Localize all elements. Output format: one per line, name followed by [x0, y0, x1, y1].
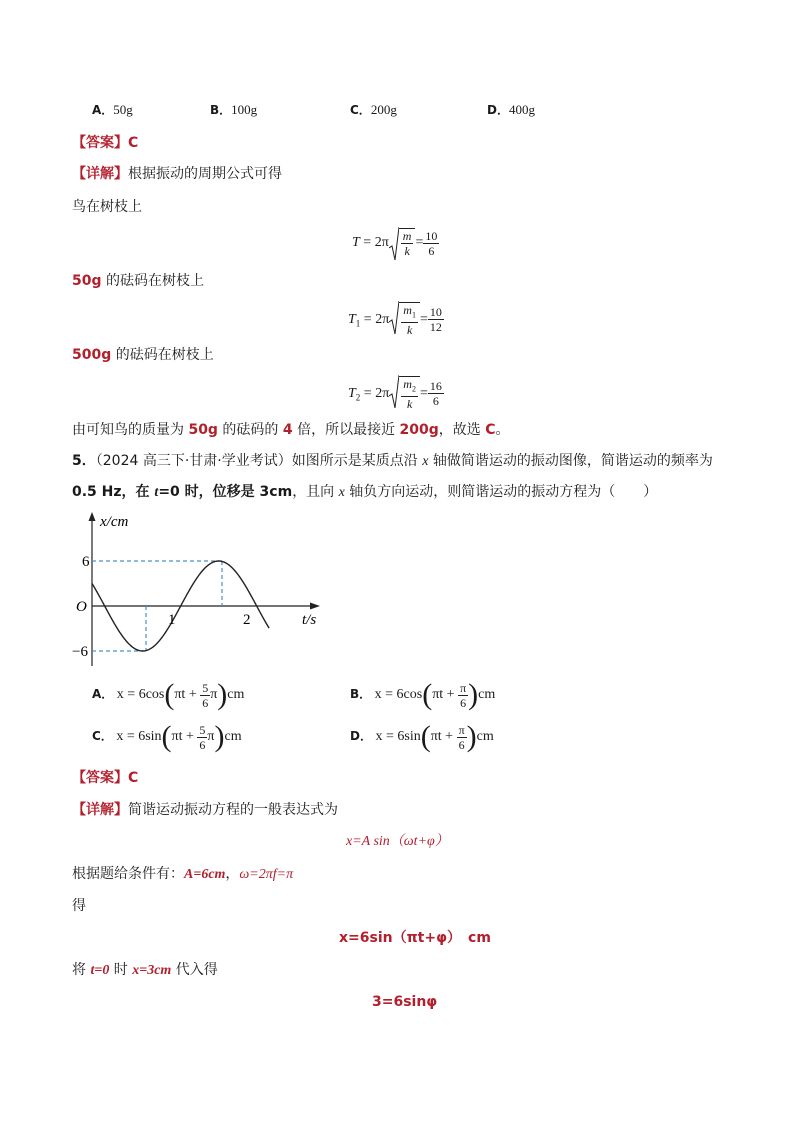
q4-option-c: C．200g	[350, 102, 397, 117]
q5-answer: 【答案】C	[72, 770, 139, 786]
q4-answer: 【答案】C	[72, 135, 139, 151]
q4-option-a: A．50g	[92, 102, 133, 117]
y-axis-arrow	[89, 512, 96, 521]
sqrt-sign: $\frac{m_2}{k}$	[389, 376, 420, 411]
q5-given-conditions: 根据题给条件有：A=6cm，ω=2πf=π	[72, 866, 294, 882]
q5-stem-line-1: 5．（2024 高三下·甘肃·学业考试）如图所示是某质点沿 x 轴做简谐运动的振动图像，简谐运动的频率为	[72, 453, 713, 469]
t-axis-label: t/s	[302, 612, 317, 628]
q4-conclusion: 由可知鸟的质量为 50g 的砝码的 4 倍，所以最接近 200g，故选 C。	[72, 422, 510, 438]
q5-general-equation: x=A sin（ωt+φ）	[346, 834, 449, 849]
q5-stem-line-2: 0.5 Hz，在 t=0 时，位移是 3cm，且向 x 轴负方向运动，则简谐运动的振动方程为（ ）	[72, 484, 658, 500]
q4-weight-50: 50g 的砝码在树枝上	[72, 273, 204, 289]
q4-equation-3: $T_2 = 2\pi$ $\frac{m_2}{k}$ = $\frac{16}{6}$	[348, 377, 442, 412]
origin-label: O	[76, 599, 87, 615]
t-tick-2: 2	[243, 612, 251, 628]
t-axis-arrow	[310, 603, 320, 610]
q5-equation-x: x=6sin（πt+φ） cm	[339, 930, 491, 946]
q5-vibration-graph	[70, 508, 330, 668]
sqrt-sign: $\frac{m}{k}$	[389, 228, 416, 258]
q5-option-a: A． x = 6cos(πt + $\frac{5}{6}$ π)cm	[92, 678, 245, 711]
y-axis-label: x/cm	[100, 514, 129, 530]
q4-option-d: D．400g	[487, 102, 535, 117]
q5-option-c: C． x = 6sin(πt + $\frac{5}{6}$ π)cm	[92, 720, 242, 753]
q5-detail-intro: 【详解】简谐运动振动方程的一般表达式为	[72, 802, 338, 818]
q5-option-d: D． x = 6sin(πt + $\frac{\pi}{6}$ )cm	[350, 720, 494, 753]
q4-weight-500: 500g 的砝码在树枝上	[72, 347, 214, 363]
q5-substitute: 将 t=0 时 x=3cm 代入得	[72, 962, 218, 978]
y-tick-6: 6	[82, 554, 90, 570]
q4-equation-1: T = 2π $\frac{m}{k}$ = $\frac{10}{6}$	[352, 228, 438, 258]
q4-equation-2: $T_1 = 2\pi$ $\frac{m_1}{k}$ = $\frac{10}{12}$	[348, 303, 442, 338]
q4-option-b: B．100g	[210, 102, 258, 117]
q5-option-b: B． x = 6cos(πt + $\frac{\pi}{6}$ )cm	[350, 678, 496, 711]
sqrt-sign: $\frac{m_1}{k}$	[389, 302, 420, 337]
q5-final-equation: 3=6sinφ	[372, 994, 438, 1010]
q4-detail-intro: 【详解】根据振动的周期公式可得	[72, 166, 282, 182]
y-tick-neg6: −6	[72, 644, 88, 660]
q4-bird-text: 鸟在树枝上	[72, 199, 142, 215]
t-tick-1: 1	[168, 612, 176, 628]
q5-de: 得	[72, 898, 86, 914]
